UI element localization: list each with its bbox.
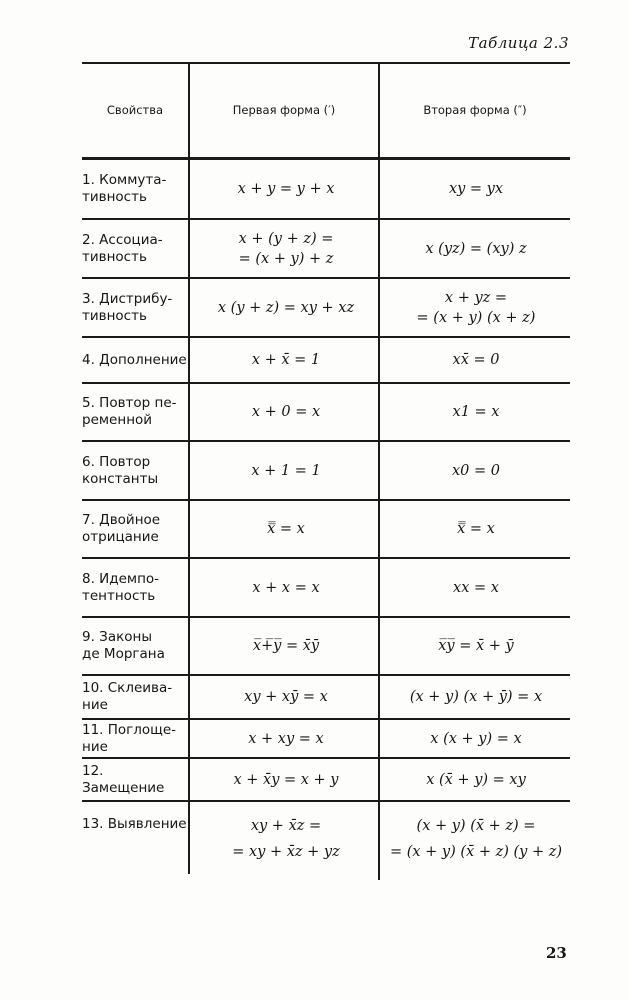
property-name: 4. Дополнение (82, 351, 187, 368)
second-form-cell: x̅y̅ = x̄ + ȳ (438, 638, 514, 654)
second-form-cell: (x + y) (x + ȳ) = x (409, 689, 543, 705)
property-name: 8. Идемпо- тентность (82, 570, 160, 604)
table-row (82, 720, 570, 757)
second-form-cell: x (x̄ + y) = xy (426, 771, 526, 788)
second-form-cell: xx̄ = 0 (452, 352, 500, 368)
property-name: 1. Коммута- тивность (82, 172, 167, 205)
header-second-form: Вторая форма (″) (423, 102, 527, 117)
second-form-cell: x + yz = = (x + y) (x + z) (416, 289, 536, 326)
table-row (82, 618, 570, 674)
second-form-cell: x̿ = x (457, 521, 495, 537)
property-name: 9. Законы де Моргана (82, 629, 165, 662)
table-row (82, 220, 570, 277)
first-form-cell: x + y = y + x (237, 181, 335, 197)
table-row (82, 279, 570, 336)
first-form-cell: x + (y + z) = = (x + y) + z (238, 230, 334, 267)
first-form-cell: xy + x̄z = = xy + x̄z + yz (232, 818, 340, 860)
header-first-form: Первая форма (′) (232, 102, 336, 117)
table-row (82, 559, 570, 616)
second-form-cell: xy = yx (448, 181, 504, 197)
page-number: 23 (546, 944, 567, 962)
table-row (82, 802, 570, 876)
second-form-cell: x0 = 0 (452, 462, 500, 479)
property-name: 5. Повтор пе- ременной (82, 395, 177, 428)
table-row (82, 501, 570, 557)
header-property: Свойства (106, 102, 164, 117)
table-row (82, 442, 570, 499)
first-form-cell: x̅+̅y̅ = x̄ȳ (252, 638, 320, 654)
second-form-cell: x (x + y) = x (430, 730, 522, 747)
property-name: 13. Выявление (82, 816, 187, 832)
first-form-cell: x̿ = x (267, 521, 305, 537)
property-name: 6. Повтор константы (82, 453, 159, 487)
table-row (82, 338, 570, 382)
property-name: 2. Ассоциа- тивность (82, 231, 163, 265)
first-form-cell: x (y + z) = xy + xz (217, 299, 355, 316)
first-form-cell: x + 1 = 1 (251, 462, 321, 479)
first-form-cell: x + x = x (252, 579, 320, 596)
property-name: 7. Двойное отрицание (82, 512, 161, 545)
second-form-cell: (x + y) (x̄ + z) = = (x + y) (x̄ + z) (y + z) (389, 818, 563, 860)
table-row (82, 160, 570, 218)
first-form-cell: x + 0 = x (251, 404, 321, 420)
first-form-cell: x + xy = x (248, 730, 324, 747)
table-row (82, 759, 570, 800)
property-name: 12. Замещение (82, 762, 165, 796)
first-form-cell: x + x̄y = x + y (233, 771, 339, 788)
first-form-cell: xy + xȳ = x (244, 689, 328, 705)
table-caption: Таблица 2.3 (468, 34, 569, 52)
table-row (82, 384, 570, 440)
second-form-cell: xx = x (453, 579, 499, 596)
table-row (82, 676, 570, 718)
property-name: 11. Поглоще- ние (82, 721, 177, 755)
second-form-cell: x1 = x (452, 404, 500, 420)
property-name: 10. Склеива- ние (82, 680, 173, 713)
property-name: 3. Дистрибу- тивность (82, 290, 173, 324)
second-form-cell: x (yz) = (xy) z (425, 240, 527, 257)
properties-table (82, 62, 570, 880)
first-form-cell: x + x̄ = 1 (251, 352, 321, 368)
